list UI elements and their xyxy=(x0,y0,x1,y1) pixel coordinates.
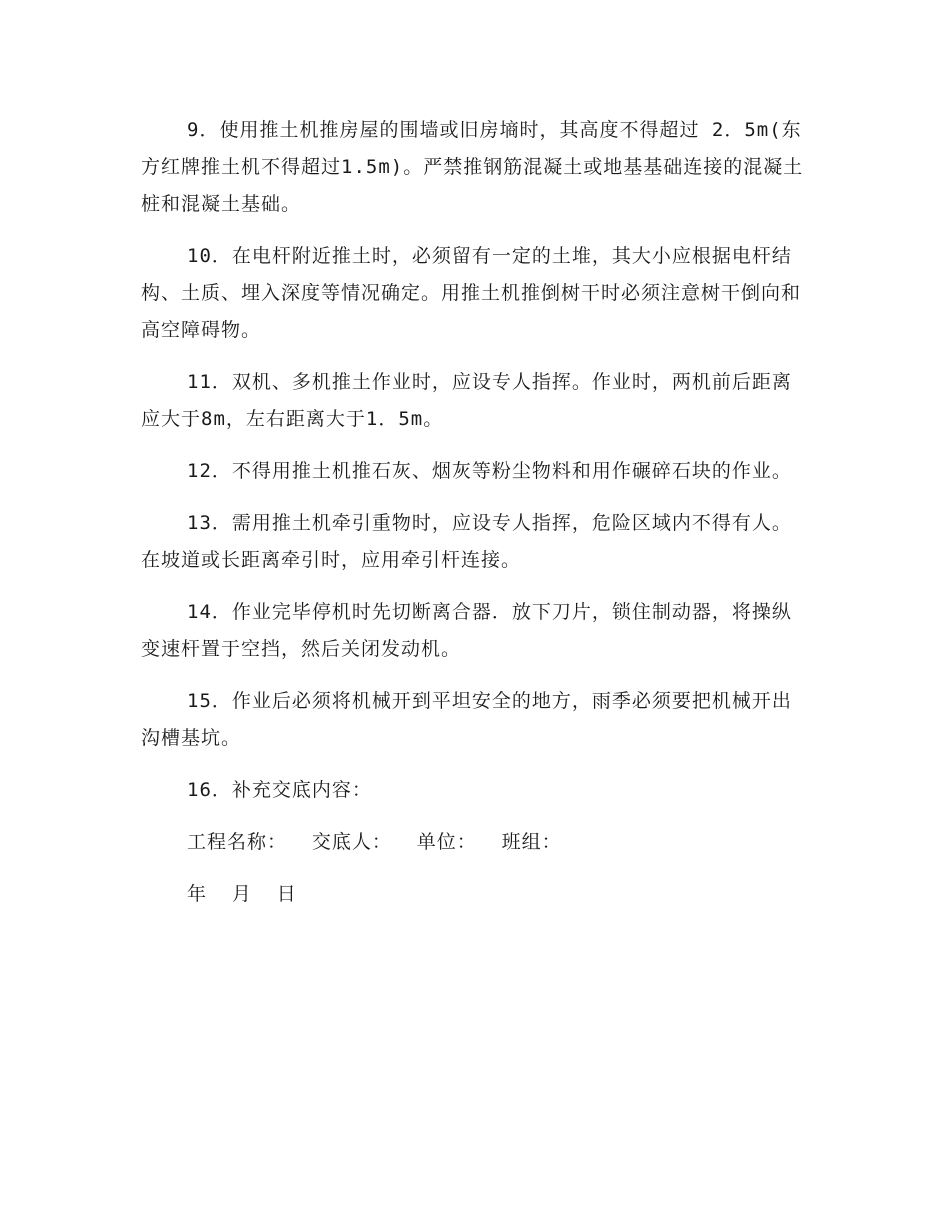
signature-fields-line: 工程名称： 交底人： 单位： 班组： xyxy=(187,831,562,853)
paragraph-item-13: 13．需用推土机牵引重物时，应设专人指挥，危险区域内不得有人。在坡道或长距离牵引时，应用牵引杆连接。 xyxy=(141,512,792,571)
paragraph-item-9: 9．使用推土机推房屋的围墙或旧房墒时，其高度不得超过 2．5m(东方红牌推土机不得超过1.5m)。严禁推钢筋混凝土或地基基础连接的混凝土桩和混凝土基础。 xyxy=(141,119,804,215)
paragraph-item-14: 14．作业完毕停机时先切断离合器．放下刀片，锁住制动器，将操纵变速杆置于空挡，然后关闭发动机。 xyxy=(141,601,792,660)
paragraph-item-15: 15．作业后必须将机械开到平坦安全的地方，雨季必须要把机械开出沟槽基坑。 xyxy=(141,690,792,749)
paragraph-item-11: 11．双机、多机推土作业时，应设专人指挥。作业时，两机前后距离应大于8m，左右距离大于1．5m。 xyxy=(141,371,792,430)
paragraph-item-10: 10．在电杆附近推土时，必须留有一定的土堆，其大小应根据电杆结构、土质、埋入深度等情况确定。用推土机推倒树干时必须注意树干倒向和高空障碍物。 xyxy=(141,245,802,341)
paragraph-item-12: 12．不得用推土机推石灰、烟灰等粉尘物料和用作碾碎石块的作业。 xyxy=(187,460,792,482)
document-body xyxy=(141,112,811,928)
date-line: 年 月 日 xyxy=(187,883,297,905)
paragraph-item-16: 16．补充交底内容： xyxy=(187,779,372,801)
